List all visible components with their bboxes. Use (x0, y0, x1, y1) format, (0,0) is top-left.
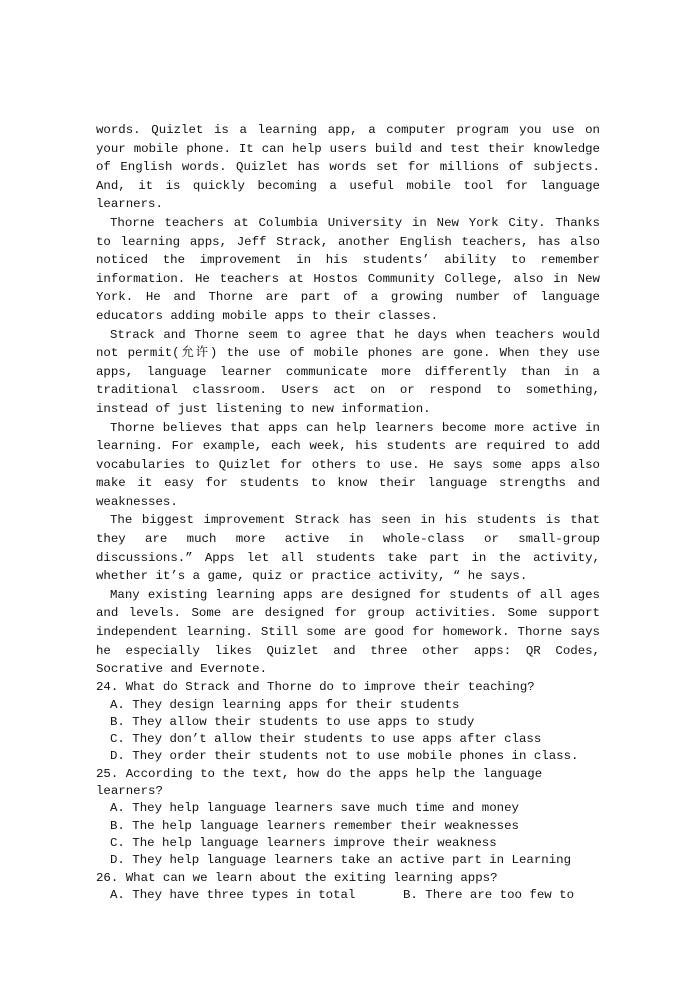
passage (96, 121, 600, 679)
option-a: A. They design learning apps for their students (110, 697, 460, 712)
question-26 (96, 870, 600, 904)
paragraph: Many existing learning apps are designed for students of all ages and levels. Some are designed for group activities. Some support independent learning. Still some are good for homework. Thorne says he especially likes Quizlet and three other apps: QR Codes, Socrative and Evernote. (96, 587, 600, 677)
question-stem: 26. What can we learn about the exiting learning apps? (96, 870, 498, 885)
paragraph: Thorne teachers at Columbia University in New York City. Thanks to learning apps, Jeff Strack, another English teachers, has also noticed the improvement in his students’ ability to remember information. He teachers at Hostos Community College, also in New York. He and Thorne are part of a growing number of language educators adding mobile apps to their classes. (96, 215, 600, 323)
option-d: D. They order their students not to use mobile phones in class. (110, 749, 579, 764)
question-stem: 24. What do Strack and Thorne do to improve their teaching? (96, 680, 535, 695)
option-b: B. There are too few to (403, 888, 575, 903)
question-25 (96, 766, 600, 869)
paragraph: The biggest improvement Strack has seen in his students is that they are much more active in whole-class or small-group discussions.” Apps let all students take part in the activity, whether it’s a game, quiz or practice activity, “ he says. (96, 513, 600, 584)
option-c: C. The help language learners improve their weakness (110, 835, 497, 850)
question-24 (96, 679, 600, 765)
option-b: B. The help language learners remember their weaknesses (110, 818, 519, 833)
paragraph: Thorne believes that apps can help learners become more active in learning. For example, each week, his students are required to add vocabularies to Quizlet for others to use. He says some apps also make it easy for students to know their language strengths and weaknesses. (96, 420, 600, 509)
paragraph: Strack and Thorne seem to agree that he days when teachers would not permit(允许) the use of mobile phones are gone. When they use apps, language learner communicate more differently than in a traditional classroom. Users act on or respond to something, instead of just listening to new information. (96, 327, 600, 416)
option-a: A. They have three types in total (110, 888, 356, 903)
document-page (96, 121, 600, 904)
option-d: D. They help language learners take an active part in Learning (110, 853, 572, 868)
paragraph: words. Quizlet is a learning app, a computer program you use on your mobile phone. It can help users build and test their knowledge of English words. Quizlet has words set for millions of subjects. And, it is quickly becoming a useful mobile tool for language learners. (96, 123, 600, 212)
question-stem: 25. According to the text, how do the apps help the language learners? (96, 767, 543, 799)
option-c: C. They don’t allow their students to use apps after class (110, 732, 542, 747)
option-a: A. They help language learners save much time and money (110, 801, 519, 816)
option-b: B. They allow their students to use apps to study (110, 714, 475, 729)
options-row (96, 887, 600, 904)
